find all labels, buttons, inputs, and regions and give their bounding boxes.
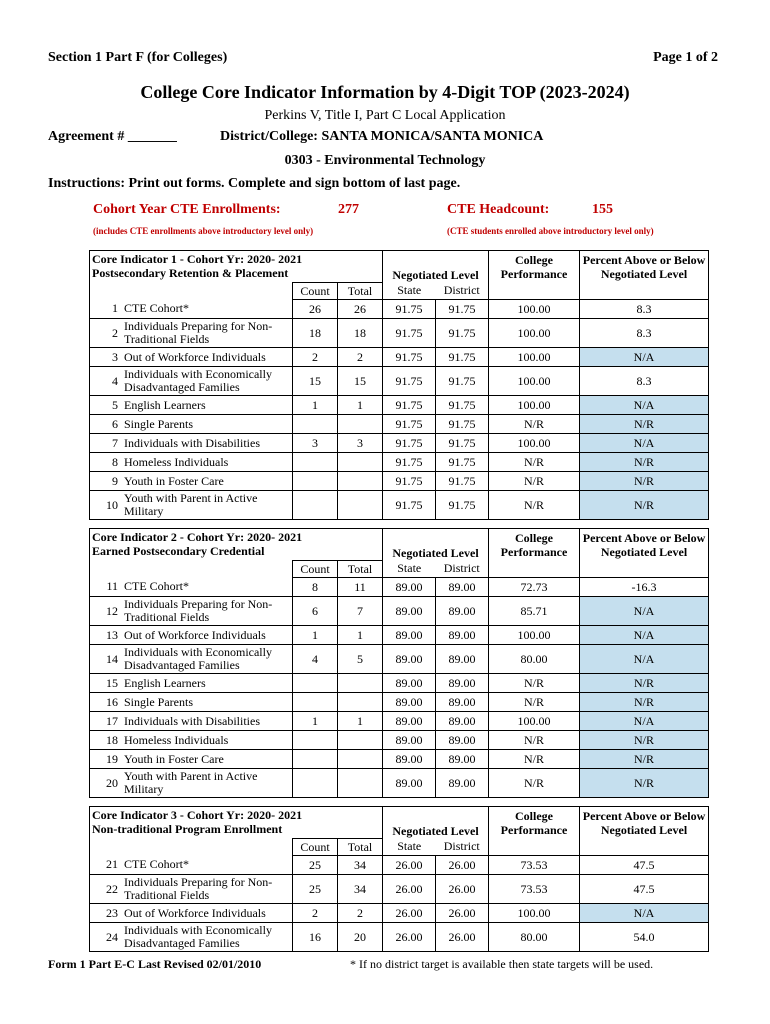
count-header: Count	[293, 839, 338, 856]
total-cell: 1	[338, 712, 383, 731]
row-label: Individuals with Economically Disadvantaged Families	[122, 367, 293, 396]
count-cell	[293, 472, 338, 491]
state-cell: 89.00	[383, 750, 436, 769]
row-number: 2	[90, 319, 123, 348]
college-performance-cell: 80.00	[489, 645, 580, 674]
core-indicator-1-table	[89, 250, 709, 520]
form-revision: Form 1 Part E-C Last Revised 02/01/2010	[48, 957, 262, 971]
total-cell	[338, 674, 383, 693]
table-row	[90, 626, 709, 645]
row-label: Youth in Foster Care	[122, 472, 293, 491]
count-cell: 6	[293, 597, 338, 626]
indicator-title: Core Indicator 2 - Cohort Yr: 2020- 2021	[92, 530, 303, 544]
count-cell	[293, 693, 338, 712]
row-label: English Learners	[122, 396, 293, 415]
college-performance-cell: 100.00	[489, 396, 580, 415]
college-performance-header: College Performance	[489, 529, 580, 561]
row-label: English Learners	[122, 674, 293, 693]
total-cell	[338, 415, 383, 434]
college-performance-header: College Performance	[489, 251, 580, 283]
total-cell: 7	[338, 597, 383, 626]
count-cell	[293, 491, 338, 520]
total-cell: 5	[338, 645, 383, 674]
row-number: 9	[90, 472, 123, 491]
count-cell: 4	[293, 645, 338, 674]
district-cell: 89.00	[436, 674, 489, 693]
row-number: 21	[90, 856, 123, 875]
total-header: Total	[338, 283, 383, 300]
district-cell: 89.00	[436, 578, 489, 597]
table-row	[90, 415, 709, 434]
indicator-subtitle: Earned Postsecondary Credential	[92, 544, 265, 558]
state-cell: 26.00	[383, 923, 436, 952]
count-cell: 1	[293, 396, 338, 415]
subtitle: Perkins V, Title I, Part C Local Application	[264, 108, 506, 123]
percent-cell: N/A	[580, 626, 709, 645]
district-cell: 89.00	[436, 712, 489, 731]
state-cell: 91.75	[383, 300, 436, 319]
row-number: 5	[90, 396, 123, 415]
total-cell	[338, 731, 383, 750]
count-cell: 26	[293, 300, 338, 319]
state-cell: 89.00	[383, 645, 436, 674]
headcount-value: 155	[592, 202, 613, 217]
college-performance-cell: 100.00	[489, 434, 580, 453]
instructions: Instructions: Print out forms. Complete and sign bottom of last page.	[48, 176, 461, 191]
count-cell: 2	[293, 904, 338, 923]
total-cell	[338, 472, 383, 491]
state-cell: 91.75	[383, 319, 436, 348]
count-cell	[293, 731, 338, 750]
row-number: 3	[90, 348, 123, 367]
count-cell	[293, 750, 338, 769]
total-cell: 20	[338, 923, 383, 952]
row-number: 13	[90, 626, 123, 645]
state-cell: 91.75	[383, 396, 436, 415]
district-cell: 91.75	[436, 453, 489, 472]
percent-cell: N/A	[580, 597, 709, 626]
college-performance-cell: 100.00	[489, 626, 580, 645]
college-performance-cell: 72.73	[489, 578, 580, 597]
count-cell: 8	[293, 578, 338, 597]
total-cell	[338, 750, 383, 769]
state-cell: 91.75	[383, 472, 436, 491]
college-performance-cell: N/R	[489, 750, 580, 769]
total-cell: 3	[338, 434, 383, 453]
cohort-enrollments-label: Cohort Year CTE Enrollments:	[93, 202, 281, 217]
agreement-number: Agreement # _______	[48, 129, 177, 144]
row-label: Homeless Individuals	[122, 731, 293, 750]
row-label: Individuals with Economically Disadvantaged Families	[122, 923, 293, 952]
total-cell: 2	[338, 348, 383, 367]
district-cell: 89.00	[436, 769, 489, 798]
total-cell: 1	[338, 626, 383, 645]
state-cell: 91.75	[383, 415, 436, 434]
college-performance-cell: 100.00	[489, 367, 580, 396]
table-row	[90, 453, 709, 472]
district-header: District	[436, 283, 489, 300]
state-cell: 89.00	[383, 693, 436, 712]
percent-cell: N/R	[580, 674, 709, 693]
row-number: 8	[90, 453, 123, 472]
table-row	[90, 367, 709, 396]
percent-above-below-header: Percent Above or Below Negotiated Level	[580, 529, 709, 561]
district-cell: 26.00	[436, 923, 489, 952]
row-label: Individuals with Disabilities	[122, 434, 293, 453]
percent-cell: N/R	[580, 472, 709, 491]
college-performance-cell: N/R	[489, 491, 580, 520]
district-cell: 91.75	[436, 300, 489, 319]
row-label: Individuals with Disabilities	[122, 712, 293, 731]
college-performance-cell: 73.53	[489, 875, 580, 904]
state-cell: 26.00	[383, 875, 436, 904]
district-college: District/College: SANTA MONICA/SANTA MONICA	[220, 129, 544, 144]
district-cell: 89.00	[436, 597, 489, 626]
table-row	[90, 597, 709, 626]
total-cell: 34	[338, 856, 383, 875]
row-number: 16	[90, 693, 123, 712]
indicator-title: Core Indicator 1 - Cohort Yr: 2020- 2021	[92, 252, 303, 266]
district-cell: 91.75	[436, 434, 489, 453]
college-performance-header: College Performance	[489, 807, 580, 839]
district-cell: 26.00	[436, 904, 489, 923]
college-performance-cell: N/R	[489, 731, 580, 750]
row-label: CTE Cohort*	[122, 578, 293, 597]
college-performance-cell: 100.00	[489, 319, 580, 348]
table-row	[90, 769, 709, 798]
row-number: 11	[90, 578, 123, 597]
district-header: District	[436, 839, 489, 856]
total-cell: 2	[338, 904, 383, 923]
percent-cell: N/R	[580, 731, 709, 750]
row-label: Youth with Parent in Active Military	[122, 769, 293, 798]
college-performance-cell: N/R	[489, 472, 580, 491]
college-performance-cell: 100.00	[489, 348, 580, 367]
row-label: Individuals Preparing for Non-Traditional Fields	[122, 319, 293, 348]
percent-cell: N/A	[580, 348, 709, 367]
table-row	[90, 731, 709, 750]
district-cell: 91.75	[436, 472, 489, 491]
row-number: 17	[90, 712, 123, 731]
district-header: District	[436, 561, 489, 578]
count-cell: 25	[293, 856, 338, 875]
percent-above-below-header: Percent Above or Below Negotiated Level	[580, 807, 709, 839]
district-cell: 91.75	[436, 491, 489, 520]
row-label: Out of Workforce Individuals	[122, 626, 293, 645]
total-cell: 34	[338, 875, 383, 904]
table-row	[90, 491, 709, 520]
headcount-label: CTE Headcount:	[447, 202, 550, 217]
core-indicator-3-table	[89, 806, 709, 952]
state-cell: 26.00	[383, 904, 436, 923]
percent-cell: N/R	[580, 453, 709, 472]
count-cell: 1	[293, 626, 338, 645]
section-label: Section 1 Part F (for Colleges)	[48, 50, 228, 65]
district-cell: 91.75	[436, 396, 489, 415]
percent-cell: -16.3	[580, 578, 709, 597]
row-label: Out of Workforce Individuals	[122, 348, 293, 367]
row-number: 7	[90, 434, 123, 453]
table-row	[90, 693, 709, 712]
state-header: State	[383, 283, 436, 300]
district-cell: 26.00	[436, 856, 489, 875]
page-number: Page 1 of 2	[653, 50, 718, 65]
total-cell: 15	[338, 367, 383, 396]
row-label: Individuals Preparing for Non-Traditional Fields	[122, 597, 293, 626]
college-performance-cell: N/R	[489, 674, 580, 693]
college-performance-cell: N/R	[489, 415, 580, 434]
row-number: 18	[90, 731, 123, 750]
count-cell: 2	[293, 348, 338, 367]
district-cell: 89.00	[436, 645, 489, 674]
row-number: 14	[90, 645, 123, 674]
count-cell: 16	[293, 923, 338, 952]
total-cell: 18	[338, 319, 383, 348]
page-title: College Core Indicator Information by 4-Digit TOP (2023-2024)	[140, 82, 630, 102]
headcount-note: (CTE students enrolled above introductory level only)	[447, 226, 654, 236]
district-cell: 89.00	[436, 626, 489, 645]
percent-cell: N/A	[580, 712, 709, 731]
table-row	[90, 856, 709, 875]
percent-cell: 8.3	[580, 367, 709, 396]
college-performance-cell: 100.00	[489, 712, 580, 731]
count-cell	[293, 674, 338, 693]
count-cell	[293, 453, 338, 472]
total-cell	[338, 453, 383, 472]
table-row	[90, 434, 709, 453]
row-number: 12	[90, 597, 123, 626]
cohort-enrollments-note: (includes CTE enrollments above introductory level only)	[93, 226, 314, 236]
negotiated-level-header: Negotiated Level	[383, 807, 489, 839]
state-cell: 91.75	[383, 348, 436, 367]
district-cell: 91.75	[436, 319, 489, 348]
row-number: 10	[90, 491, 123, 520]
count-cell: 1	[293, 712, 338, 731]
table-row	[90, 578, 709, 597]
row-label: Single Parents	[122, 693, 293, 712]
row-number: 24	[90, 923, 123, 952]
total-cell	[338, 491, 383, 520]
percent-cell: 8.3	[580, 319, 709, 348]
count-header: Count	[293, 561, 338, 578]
count-cell	[293, 769, 338, 798]
state-header: State	[383, 561, 436, 578]
percent-cell: 54.0	[580, 923, 709, 952]
row-label: Individuals with Economically Disadvantaged Families	[122, 645, 293, 674]
count-cell: 18	[293, 319, 338, 348]
row-label: Individuals Preparing for Non-Traditional Fields	[122, 875, 293, 904]
total-cell: 26	[338, 300, 383, 319]
indicator-title: Core Indicator 3 - Cohort Yr: 2020- 2021	[92, 808, 303, 822]
row-number: 1	[90, 300, 123, 319]
table-row	[90, 712, 709, 731]
percent-above-below-header: Percent Above or Below Negotiated Level	[580, 251, 709, 283]
table-row	[90, 645, 709, 674]
district-cell: 26.00	[436, 875, 489, 904]
row-label: Youth in Foster Care	[122, 750, 293, 769]
percent-cell: N/A	[580, 645, 709, 674]
table-row	[90, 472, 709, 491]
table-row	[90, 348, 709, 367]
count-cell	[293, 415, 338, 434]
state-cell: 91.75	[383, 491, 436, 520]
percent-cell: 47.5	[580, 875, 709, 904]
row-label: CTE Cohort*	[122, 856, 293, 875]
program-name: 0303 - Environmental Technology	[284, 153, 486, 168]
state-cell: 89.00	[383, 731, 436, 750]
total-cell: 11	[338, 578, 383, 597]
cohort-enrollments-value: 277	[338, 202, 359, 217]
negotiated-level-header: Negotiated Level	[383, 529, 489, 561]
indicator-subtitle: Non-traditional Program Enrollment	[92, 822, 283, 836]
state-cell: 89.00	[383, 597, 436, 626]
core-indicator-2-table	[89, 528, 709, 798]
count-cell: 3	[293, 434, 338, 453]
percent-cell: N/A	[580, 396, 709, 415]
table-row	[90, 674, 709, 693]
state-cell: 89.00	[383, 626, 436, 645]
row-number: 4	[90, 367, 123, 396]
state-cell: 89.00	[383, 712, 436, 731]
row-number: 23	[90, 904, 123, 923]
college-performance-cell: N/R	[489, 769, 580, 798]
row-label: Out of Workforce Individuals	[122, 904, 293, 923]
count-cell: 25	[293, 875, 338, 904]
state-cell: 89.00	[383, 578, 436, 597]
total-header: Total	[338, 561, 383, 578]
percent-cell: N/A	[580, 904, 709, 923]
state-cell: 91.75	[383, 453, 436, 472]
table-row	[90, 875, 709, 904]
total-header: Total	[338, 839, 383, 856]
district-cell: 89.00	[436, 693, 489, 712]
college-performance-cell: N/R	[489, 453, 580, 472]
row-label: CTE Cohort*	[122, 300, 293, 319]
negotiated-level-header: Negotiated Level	[383, 251, 489, 283]
state-cell: 26.00	[383, 856, 436, 875]
table-row	[90, 319, 709, 348]
row-number: 6	[90, 415, 123, 434]
college-performance-cell: N/R	[489, 693, 580, 712]
district-cell: 89.00	[436, 750, 489, 769]
table-row	[90, 300, 709, 319]
percent-cell: N/R	[580, 415, 709, 434]
state-cell: 89.00	[383, 769, 436, 798]
row-number: 20	[90, 769, 123, 798]
state-header: State	[383, 839, 436, 856]
percent-cell: N/A	[580, 434, 709, 453]
percent-cell: 8.3	[580, 300, 709, 319]
total-cell	[338, 693, 383, 712]
percent-cell: 47.5	[580, 856, 709, 875]
footnote: * If no district target is available then state targets will be used.	[350, 957, 654, 971]
percent-cell: N/R	[580, 750, 709, 769]
college-performance-cell: 73.53	[489, 856, 580, 875]
row-number: 19	[90, 750, 123, 769]
indicator-subtitle: Postsecondary Retention & Placement	[92, 266, 289, 280]
district-cell: 91.75	[436, 415, 489, 434]
row-label: Youth with Parent in Active Military	[122, 491, 293, 520]
row-label: Single Parents	[122, 415, 293, 434]
count-cell: 15	[293, 367, 338, 396]
table-row	[90, 904, 709, 923]
percent-cell: N/R	[580, 769, 709, 798]
count-header: Count	[293, 283, 338, 300]
college-performance-cell: 80.00	[489, 923, 580, 952]
table-row	[90, 396, 709, 415]
table-row	[90, 923, 709, 952]
row-number: 15	[90, 674, 123, 693]
row-label: Homeless Individuals	[122, 453, 293, 472]
state-cell: 91.75	[383, 367, 436, 396]
percent-cell: N/R	[580, 693, 709, 712]
state-cell: 91.75	[383, 434, 436, 453]
college-performance-cell: 85.71	[489, 597, 580, 626]
table-row	[90, 750, 709, 769]
total-cell: 1	[338, 396, 383, 415]
row-number: 22	[90, 875, 123, 904]
total-cell	[338, 769, 383, 798]
college-performance-cell: 100.00	[489, 300, 580, 319]
district-cell: 91.75	[436, 348, 489, 367]
district-cell: 91.75	[436, 367, 489, 396]
district-cell: 89.00	[436, 731, 489, 750]
percent-cell: N/R	[580, 491, 709, 520]
state-cell: 89.00	[383, 674, 436, 693]
college-performance-cell: 100.00	[489, 904, 580, 923]
